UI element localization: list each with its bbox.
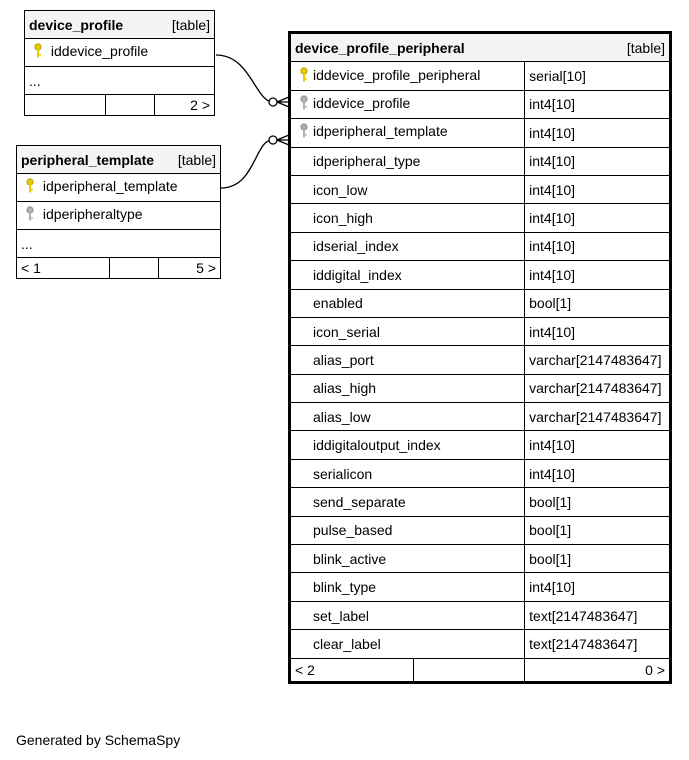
column-type: int4[10] [525, 175, 671, 203]
column-type: bool[1] [525, 516, 671, 544]
column-name: clear_label [313, 635, 381, 652]
column-name: idserial_index [313, 238, 399, 255]
more-columns-ellipsis: ... [17, 230, 221, 258]
column-name: iddevice_profile [50, 43, 149, 60]
nav-parents[interactable]: < 1 [17, 258, 110, 279]
nav-parents[interactable] [25, 95, 106, 116]
column-row[interactable] [17, 174, 221, 202]
table-name: peripheral_template [21, 151, 155, 168]
column-row[interactable] [290, 630, 671, 658]
relation-peripheral-template [221, 140, 272, 188]
column-type: int4[10] [525, 431, 671, 459]
column-row[interactable] [17, 202, 221, 230]
table-type: [table] [626, 39, 665, 56]
column-name: serialicon [313, 465, 373, 482]
column-type: serial[10] [525, 62, 671, 90]
nav-middle [413, 658, 525, 682]
table-name: device_profile [29, 16, 124, 33]
table-header [25, 11, 215, 39]
relation-peripheral-template-optional-marker [269, 136, 277, 144]
column-type: text[2147483647] [525, 601, 671, 629]
foreign-key-icon [21, 206, 39, 225]
column-row[interactable] [290, 459, 671, 487]
column-name: send_separate [313, 493, 406, 510]
column-name: enabled [313, 295, 363, 312]
relation-device-profile-optional-marker [269, 98, 277, 106]
column-name: iddigitaloutput_index [313, 437, 441, 454]
more-columns-ellipsis: ... [25, 67, 215, 95]
table-nav [25, 95, 215, 116]
footer-credit: Generated by SchemaSpy [16, 732, 181, 748]
column-row[interactable] [290, 573, 671, 601]
column-type: int4[10] [525, 232, 671, 260]
column-row[interactable] [290, 204, 671, 232]
column-type: int4[10] [525, 147, 671, 175]
primary-key-icon [295, 67, 313, 86]
column-row[interactable] [290, 90, 671, 118]
nav-parents[interactable]: < 2 [290, 658, 414, 682]
foreign-key-icon [295, 123, 313, 142]
column-type: varchar[2147483647] [525, 374, 671, 402]
table-type: [table] [171, 16, 210, 33]
column-row[interactable] [290, 147, 671, 175]
column-name: iddevice_profile_peripheral [313, 66, 481, 83]
table-header [17, 146, 221, 174]
foreign-key-icon [295, 95, 313, 114]
column-type: int4[10] [525, 459, 671, 487]
nav-children[interactable]: 5 > [159, 258, 221, 279]
column-row[interactable] [290, 601, 671, 629]
column-row[interactable] [290, 403, 671, 431]
column-row[interactable] [290, 488, 671, 516]
column-row[interactable] [290, 317, 671, 345]
column-row[interactable] [290, 346, 671, 374]
column-name: idperipheral_type [313, 153, 421, 170]
column-name: alias_high [313, 380, 377, 397]
column-row[interactable] [290, 516, 671, 544]
nav-children[interactable]: 0 > [525, 658, 671, 682]
column-type: int4[10] [525, 204, 671, 232]
column-type: int4[10] [525, 261, 671, 289]
column-name: idperipheral_template [42, 178, 178, 195]
column-type: int4[10] [525, 90, 671, 118]
column-name: icon_low [313, 181, 368, 198]
column-type: varchar[2147483647] [525, 403, 671, 431]
relation-device-profile [216, 55, 272, 102]
table-device-profile-peripheral[interactable] [288, 31, 672, 684]
column-name: blink_type [313, 579, 377, 596]
column-row[interactable] [290, 431, 671, 459]
column-name: blink_active [313, 550, 387, 567]
column-name: icon_high [313, 210, 373, 227]
table-type: [table] [177, 151, 216, 168]
column-name: pulse_based [313, 522, 393, 539]
primary-key-icon [21, 178, 39, 197]
column-name: iddevice_profile [313, 95, 411, 112]
column-type: int4[10] [525, 119, 671, 147]
column-row[interactable] [290, 119, 671, 147]
column-type: int4[10] [525, 573, 671, 601]
nav-middle [110, 258, 159, 279]
column-type: text[2147483647] [525, 630, 671, 658]
nav-children[interactable]: 2 > [155, 95, 215, 116]
table-device-profile[interactable] [24, 10, 215, 116]
column-name: alias_low [313, 408, 371, 425]
nav-middle [106, 95, 155, 116]
table-nav [17, 258, 221, 279]
column-row[interactable] [290, 289, 671, 317]
column-row[interactable] [290, 261, 671, 289]
table-peripheral-template[interactable] [16, 145, 221, 279]
column-name: iddigital_index [313, 266, 402, 283]
column-row[interactable] [290, 374, 671, 402]
column-name: icon_serial [313, 323, 380, 340]
table-name: device_profile_peripheral [295, 39, 465, 56]
column-name: idperipheraltype [42, 206, 143, 223]
column-name: idperipheral_template [313, 123, 448, 140]
column-type: bool[1] [525, 289, 671, 317]
column-row[interactable] [290, 232, 671, 260]
column-row[interactable] [25, 39, 215, 67]
column-name: set_label [313, 607, 370, 624]
column-type: varchar[2147483647] [525, 346, 671, 374]
table-nav [290, 658, 671, 682]
column-row[interactable] [290, 62, 671, 90]
column-type: int4[10] [525, 317, 671, 345]
table-header [290, 33, 671, 62]
primary-key-icon [29, 43, 47, 62]
column-row[interactable] [290, 175, 671, 203]
column-type: bool[1] [525, 545, 671, 573]
column-name: alias_port [313, 351, 374, 368]
column-type: bool[1] [525, 488, 671, 516]
column-row[interactable] [290, 545, 671, 573]
